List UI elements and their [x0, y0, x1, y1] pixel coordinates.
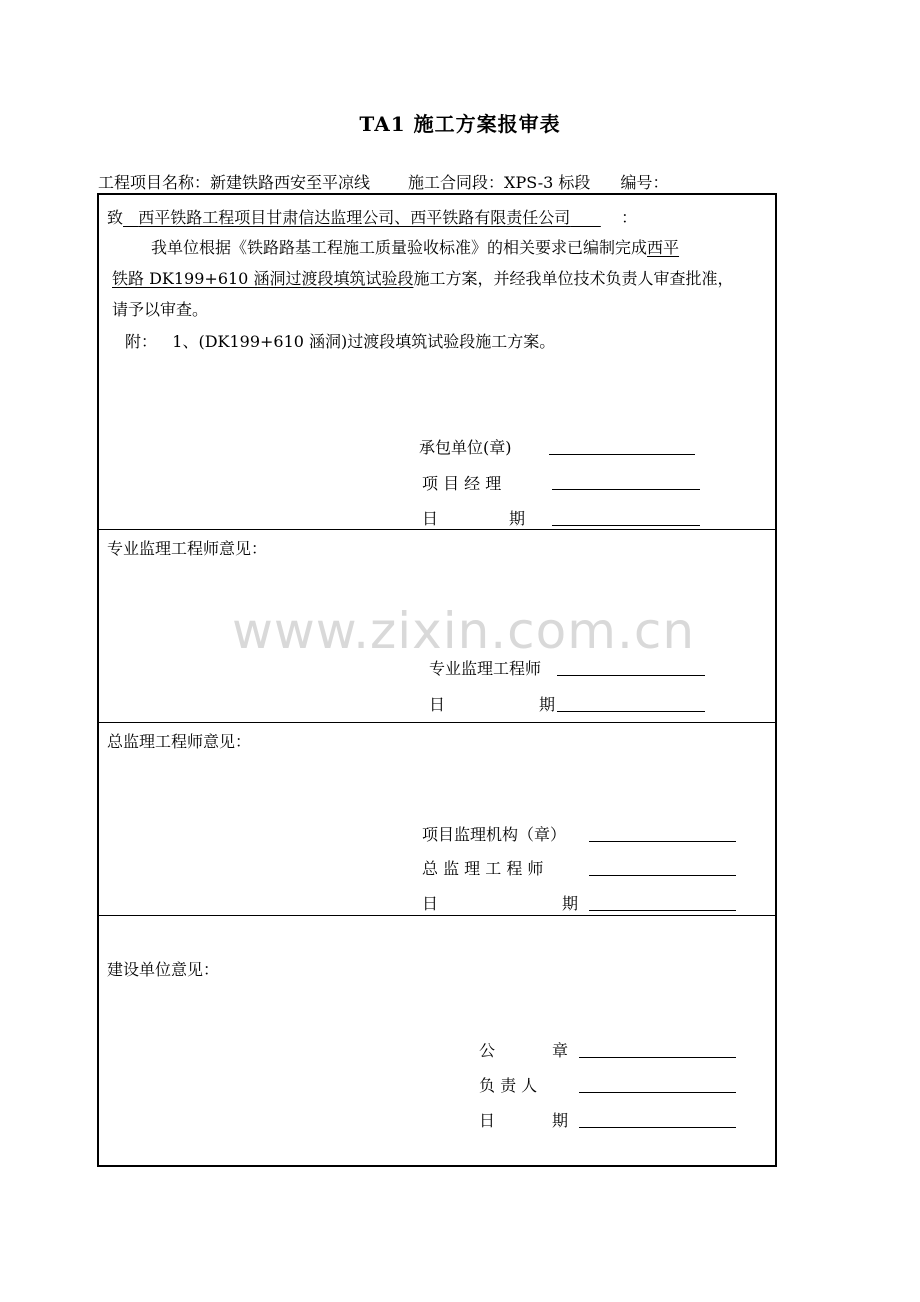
project-name: 新建铁路西安至平凉线 — [210, 173, 371, 192]
body-line-3: 请予以审查。 — [112, 300, 209, 319]
body-line-2 — [112, 266, 733, 289]
body-prefix: 我单位根据《铁路路基工程施工质量验收标准》的相关要求已编制完成 — [151, 238, 648, 257]
seal-label-2: 章 — [552, 1041, 569, 1060]
attachment-item: 1、(DK199+610 涵洞)过渡段填筑试验段施工方案。 — [172, 332, 556, 351]
specialist-engineer-label: 专业监理工程师 — [429, 659, 542, 678]
chief-heading: 总监理工程师意见： — [107, 732, 252, 751]
chief-engineer-section — [99, 723, 775, 916]
chief-date-2: 期 — [562, 894, 579, 913]
attachment-line — [125, 329, 555, 352]
specialist-date-1: 日 — [429, 695, 446, 714]
chief-date-1: 日 — [422, 894, 439, 913]
date-label-2: 期 — [509, 509, 526, 528]
seal-line[interactable] — [579, 1057, 736, 1058]
body-underlined-1: 西平 — [647, 238, 680, 257]
owner-heading: 建设单位意见： — [107, 960, 220, 979]
date-line-1[interactable] — [552, 525, 700, 526]
seal-label-1: 公 — [479, 1041, 496, 1060]
specialist-heading: 专业监理工程师意见： — [107, 539, 268, 558]
owner-section — [99, 916, 775, 1167]
specialist-date-2: 期 — [539, 695, 556, 714]
body-suffix: 施工方案，并经我单位技术负责人审查批准， — [413, 269, 734, 288]
to-prefix: 致 — [107, 208, 124, 227]
specialist-engineer-line[interactable] — [557, 675, 705, 676]
responsible-person-line[interactable] — [579, 1092, 736, 1093]
document-title: TA1 施工方案报审表 — [359, 112, 561, 136]
project-label: 工程项目名称： — [98, 173, 211, 192]
contract-value: XPS-3 标段 — [504, 173, 591, 192]
owner-date-1: 日 — [479, 1111, 496, 1130]
to-suffix: ： — [621, 208, 638, 227]
owner-date-2: 期 — [552, 1111, 569, 1130]
chief-engineer-line[interactable] — [589, 875, 736, 876]
responsible-person-label: 负 责 人 — [479, 1076, 538, 1095]
manager-line[interactable] — [552, 489, 700, 490]
supervision-org-line[interactable] — [589, 841, 736, 842]
recipient-name: 西平铁路工程项目甘肃信达监理公司、西平铁路有限责任公司 — [138, 208, 571, 227]
owner-date-line[interactable] — [579, 1127, 736, 1128]
chief-date-line[interactable] — [589, 910, 736, 911]
contractor-seal-line[interactable] — [549, 454, 695, 455]
specialist-date-line[interactable] — [557, 711, 705, 712]
number-label: 编号： — [620, 173, 669, 192]
date-label-1: 日 — [422, 509, 439, 528]
chief-engineer-label: 总 监 理 工 程 师 — [422, 859, 544, 878]
recipient-line — [107, 205, 637, 228]
manager-label: 项 目 经 理 — [422, 474, 502, 493]
approval-form-table — [97, 193, 777, 1167]
body-underlined-2: 铁路 DK199+610 涵洞过渡段填筑试验段 — [112, 269, 414, 288]
body-line-1 — [151, 235, 679, 258]
watermark: www.zixin.com.cn — [232, 602, 696, 660]
supervision-org-label: 项目监理机构（章） — [422, 825, 567, 844]
attachment-label: 附： — [125, 332, 158, 351]
header-info — [98, 170, 668, 193]
contractor-seal-label: 承包单位(章) — [419, 438, 512, 457]
contract-label: 施工合同段： — [408, 173, 505, 192]
contractor-section — [99, 195, 775, 530]
